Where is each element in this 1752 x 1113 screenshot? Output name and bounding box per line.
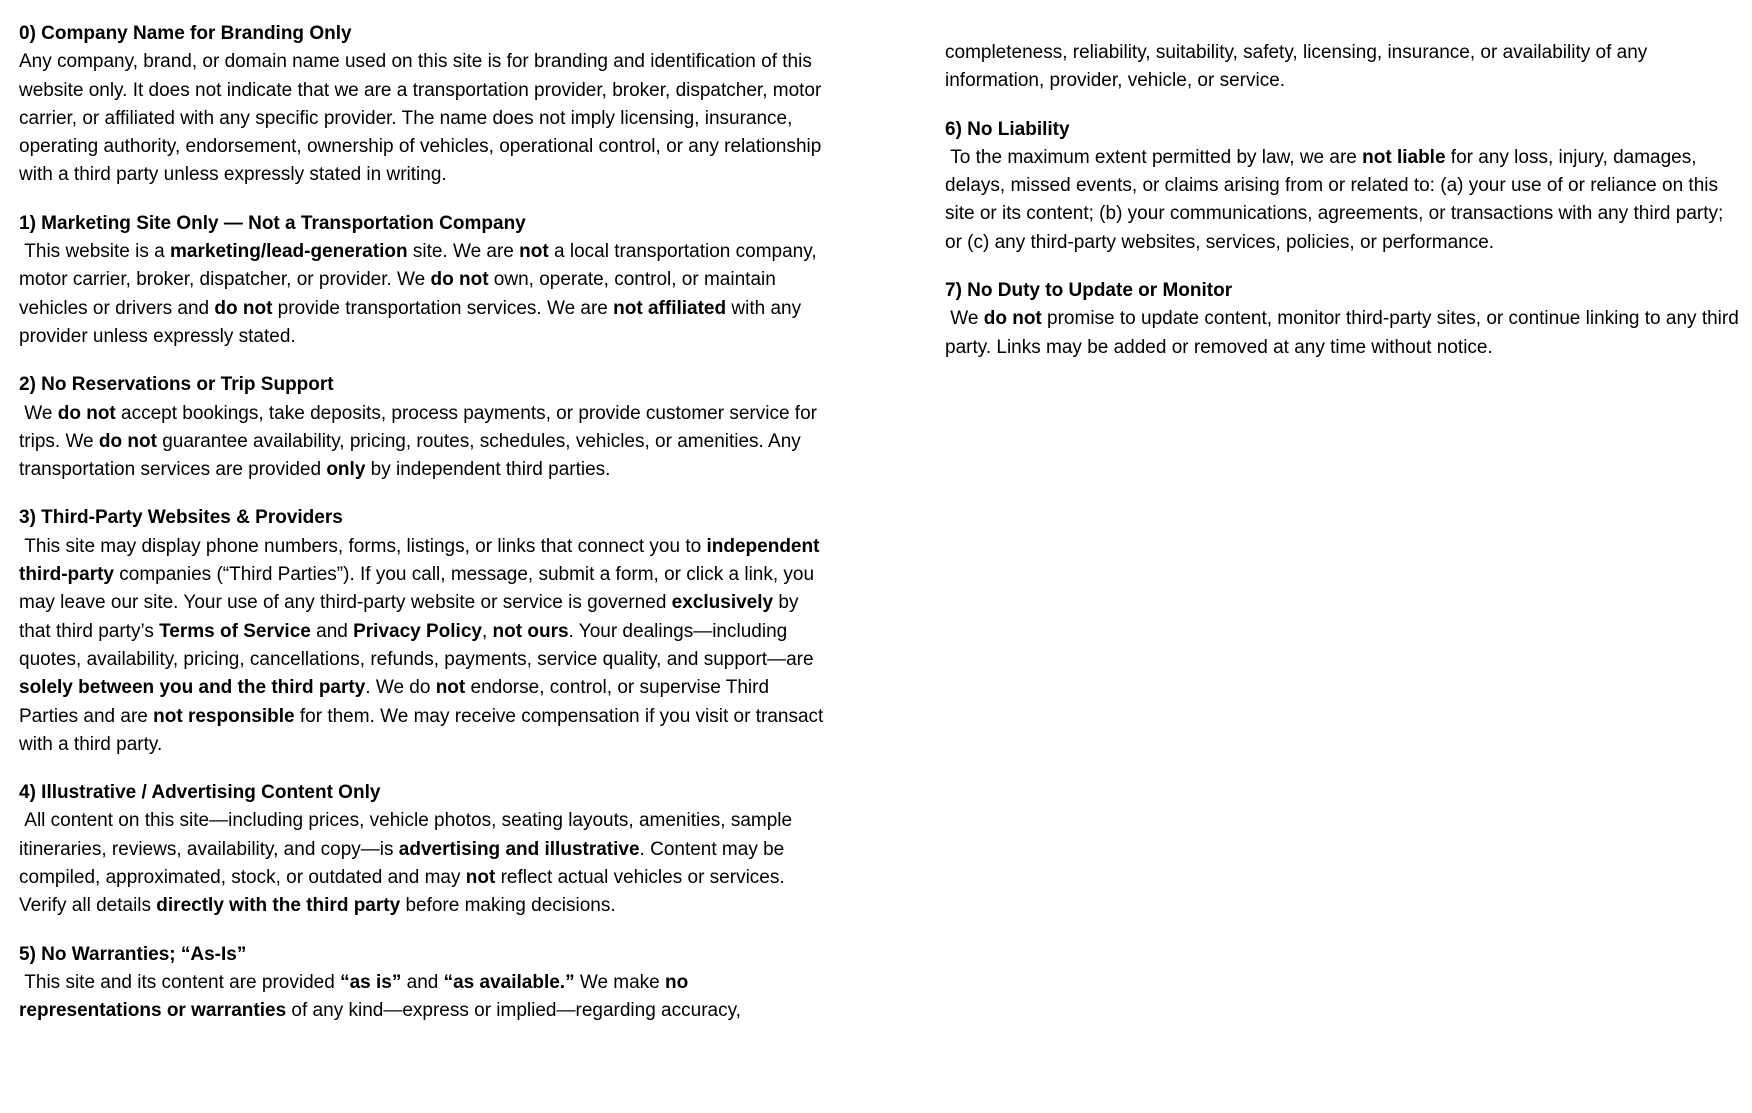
section-2-no-reservations-text: by independent third parties. bbox=[365, 459, 611, 481]
section-1-marketing-site-only-bold-text: not bbox=[519, 241, 549, 263]
section-2-no-reservations-heading: 2) No Reservations or Trip Support bbox=[19, 374, 334, 396]
section-2-no-reservations-bold-text: do not bbox=[57, 402, 116, 424]
section-5-no-warranties-text: of any kind—express or implied—regarding accuracy, bbox=[286, 1000, 741, 1022]
left-column bbox=[19, 20, 831, 1046]
section-5-no-warranties-text: and bbox=[401, 971, 444, 993]
right-column bbox=[945, 39, 1745, 382]
section-2-no-reservations-bold-text: do not bbox=[98, 430, 157, 452]
section-3-third-party-websites-bold-text: exclusively bbox=[671, 592, 774, 614]
section-4-illustrative-content-bold-text: directly with the third party bbox=[156, 895, 401, 917]
section-5-no-warranties-continuation-paragraph bbox=[945, 39, 1745, 96]
section-1-marketing-site-only-bold-text: not affiliated bbox=[613, 297, 727, 319]
section-3-third-party-websites-bold-text: solely between you and the third party bbox=[19, 677, 366, 699]
section-1-marketing-site-only-bold-text: marketing/lead-generation bbox=[170, 241, 408, 263]
section-6-no-liability-text: for any loss, injury, damages, delays, missed events, or claims arising from or related to: (a) your use of or reliance on this site or its content; (b) your communications, agreements, or transactions with any third party; or (c) any third-party websites, services, policies, or performance. bbox=[945, 146, 1729, 253]
section-3-third-party-websites-text: This site may display phone numbers, forms, listings, or links that connect you to bbox=[19, 535, 707, 557]
section-1-marketing-site-only-bold-text: do not bbox=[214, 297, 273, 319]
section-3-third-party-websites-paragraph bbox=[19, 533, 831, 759]
section-3-third-party-websites-text: . We do bbox=[365, 677, 436, 699]
section-3-third-party-websites-text: and bbox=[310, 620, 354, 642]
section-5-no-warranties-paragraph bbox=[19, 969, 831, 1026]
section-7-no-duty-to-update-paragraph bbox=[945, 305, 1745, 362]
section-4-illustrative-content-heading: 4) Illustrative / Advertising Content Only bbox=[19, 782, 381, 804]
section-6-no-liability-paragraph bbox=[945, 144, 1745, 257]
section-7-no-duty-to-update-text: We bbox=[945, 308, 984, 330]
section-5-no-warranties-text: This site and its content are provided bbox=[19, 971, 341, 993]
section-5-no-warranties-bold-text: “as is” bbox=[340, 971, 402, 993]
section-1-marketing-site-only-paragraph bbox=[19, 238, 831, 351]
section-5-no-warranties-bold-text: “as available.” bbox=[443, 971, 575, 993]
section-3-third-party-websites-bold-text: not ours bbox=[492, 620, 569, 642]
section-3-third-party-websites-text: , bbox=[481, 620, 493, 642]
section-0-company-name-heading: 0) Company Name for Branding Only bbox=[19, 23, 352, 44]
section-6-no-liability-text: To the maximum extent permitted by law, we are bbox=[945, 146, 1363, 168]
section-2-no-reservations-text: We bbox=[19, 402, 58, 424]
section-1-marketing-site-only-text: site. We are bbox=[407, 241, 520, 263]
section-1-marketing-site-only-bold-text: do not bbox=[430, 269, 489, 291]
section-1-marketing-site-only-text: provide transportation services. We are bbox=[272, 297, 614, 319]
section-7-no-duty-to-update-heading: 7) No Duty to Update or Monitor bbox=[945, 280, 1233, 302]
section-3-third-party-websites-text: . Your dealings—including quotes, availability, pricing, cancellations, refunds, payments, service quality, and support—are bbox=[19, 620, 819, 670]
section-3-third-party-websites-bold-text: independent third-party bbox=[19, 535, 825, 586]
section-2-no-reservations-paragraph bbox=[19, 400, 831, 485]
section-7-no-duty-to-update-text: promise to update content, monitor third-party sites, or continue linking to any third party. Links may be added or removed at any time without notice. bbox=[945, 308, 1745, 358]
section-5-no-warranties-bold-text: no representations or warranties bbox=[19, 971, 694, 1022]
section-3-third-party-websites-bold-text: Terms of Service bbox=[159, 620, 311, 642]
section-1-marketing-site-only-heading: 1) Marketing Site Only — Not a Transportation Company bbox=[19, 212, 526, 234]
section-2-no-reservations-text: guarantee availability, pricing, routes, schedules, vehicles, or amenities. Any transportation services are provided bbox=[19, 430, 807, 481]
section-5-no-warranties-text: We make bbox=[574, 971, 666, 993]
section-3-third-party-websites-bold-text: not responsible bbox=[153, 705, 295, 727]
section-2-no-reservations-text: accept bookings, take deposits, process payments, or provide customer service for trips. We bbox=[19, 402, 823, 452]
section-5-no-warranties-heading: 5) No Warranties; “As-Is” bbox=[19, 943, 247, 965]
section-1-marketing-site-only-text: This website is a bbox=[19, 241, 171, 263]
section-0-company-name-paragraph bbox=[19, 48, 831, 189]
section-4-illustrative-content-bold-text: not bbox=[465, 867, 496, 889]
section-4-illustrative-content-text: . Content may be compiled, approximated, stock, or outdated and may bbox=[19, 838, 790, 889]
section-2-no-reservations-bold-text: only bbox=[326, 459, 366, 481]
section-4-illustrative-content-text: before making decisions. bbox=[400, 895, 616, 917]
section-6-no-liability-heading: 6) No Liability bbox=[945, 118, 1070, 140]
section-3-third-party-websites-bold-text: Privacy Policy bbox=[353, 620, 482, 642]
section-1-marketing-site-only-text: with any provider unless expressly stated. bbox=[19, 297, 807, 347]
section-3-third-party-websites-text: endorse, control, or supervise Third Parties and are bbox=[19, 677, 775, 727]
section-1-marketing-site-only-text: a local transportation company, motor carrier, broker, dispatcher, or provider. We bbox=[19, 241, 822, 291]
section-1-marketing-site-only-text: own, operate, control, or maintain vehicles or drivers and bbox=[19, 269, 782, 319]
section-4-illustrative-content-text: reflect actual vehicles or services. Verify all details bbox=[19, 867, 790, 917]
section-3-third-party-websites-heading: 3) Third-Party Websites & Providers bbox=[19, 507, 343, 529]
section-7-no-duty-to-update-bold-text: do not bbox=[983, 308, 1042, 330]
section-6-no-liability-bold-text: not liable bbox=[1362, 146, 1446, 168]
section-0-company-name-text: Any company, brand, or domain name used on this site is for branding and identification of this website only. It does not indicate that we are a transportation provider, broker, dispatcher, motor carrier, or affiliated with any specific provider. The name does not imply licensing, insurance, operating authority, endorsement, ownership of vehicles, operational control, or any relationship with a third party unless expressly stated in writing. bbox=[19, 51, 827, 186]
section-4-illustrative-content-text: All content on this site—including prices, vehicle photos, seating layouts, amenities, sample itineraries, reviews, availability, and copy—is bbox=[19, 810, 798, 860]
section-4-illustrative-content-paragraph bbox=[19, 807, 831, 920]
section-3-third-party-websites-text: for them. We may receive compensation if you visit or transact with a third party. bbox=[19, 705, 829, 755]
section-3-third-party-websites-bold-text: not bbox=[435, 677, 466, 699]
section-5-no-warranties-continuation-text: completeness, reliability, suitability, safety, licensing, insurance, or availability of any information, provider, vehicle, or service. bbox=[945, 42, 1653, 92]
section-3-third-party-websites-text: companies (“Third Parties”). If you call, message, submit a form, or click a link, you may leave our site. Your use of any third-party website or service is governed bbox=[19, 564, 820, 614]
section-4-illustrative-content-bold-text: advertising and illustrative bbox=[398, 838, 640, 860]
section-3-third-party-websites-text: by that third party’s bbox=[19, 592, 804, 642]
